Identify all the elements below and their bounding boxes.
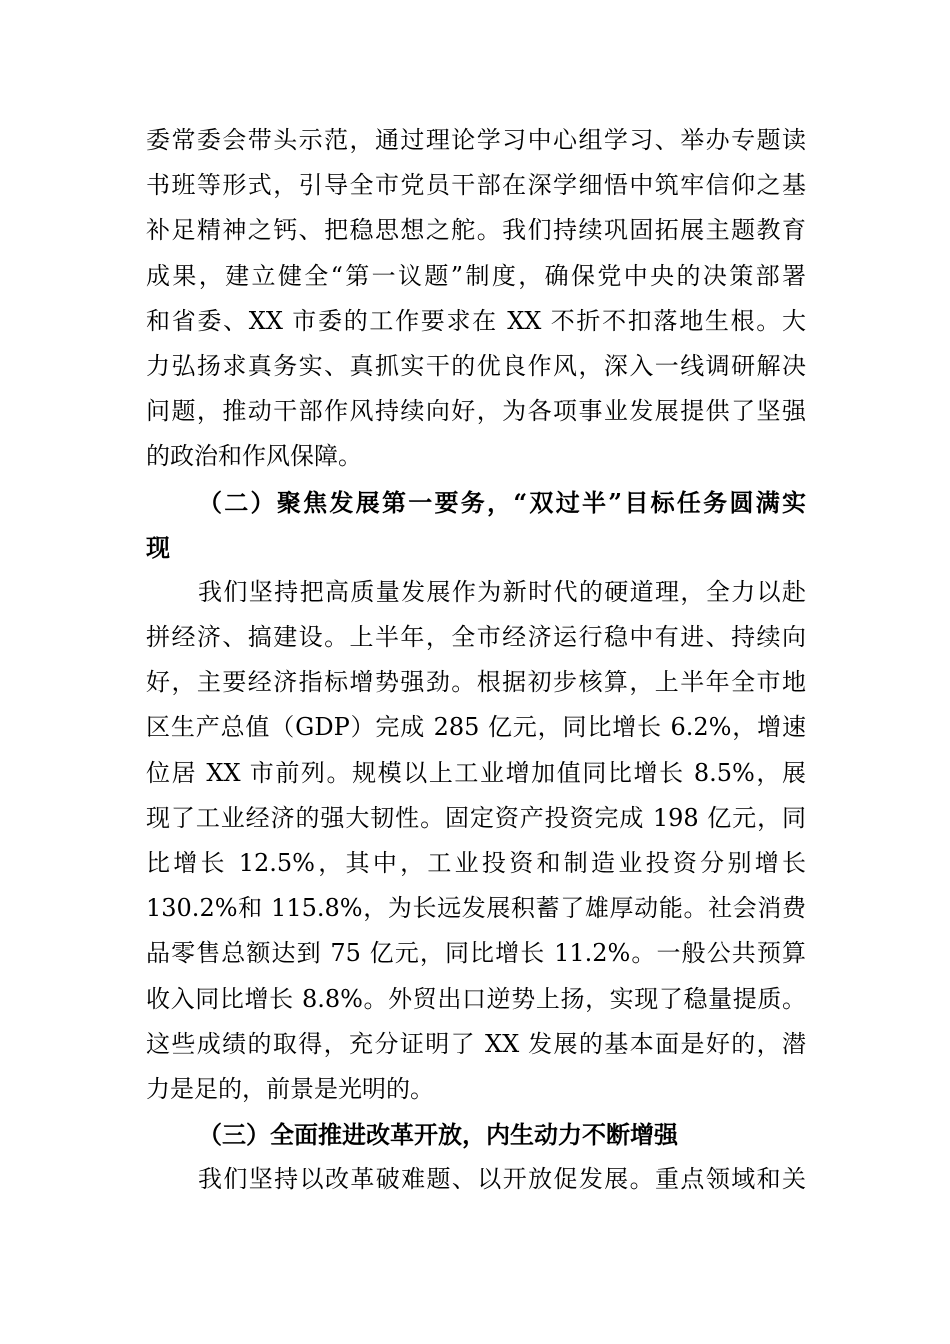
text-line: 书班等形式，引导全市党员干部在深学细悟中筑牢信仰之基 xyxy=(146,171,806,200)
section-heading-2 xyxy=(146,480,806,570)
text-line: 130.2%和 115.8%，为长远发展积蓄了雄厚动能。社会消费 xyxy=(146,894,806,923)
text-line: 收入同比增长 8.8%。外贸出口逆势上扬，实现了稳量提质。 xyxy=(146,984,806,1013)
heading-line: （二）聚焦发展第一要务，“双过半”目标任务圆满实 xyxy=(198,487,806,517)
text-line: 我们坚持把高质量发展作为新时代的硬道理，全力以赴 xyxy=(198,577,806,606)
text-line: 和省委、XX 市委的工作要求在 XX 不折不扣落地生根。大 xyxy=(146,306,806,335)
text-line: 委常委会带头示范，通过理论学习中心组学习、举办专题读 xyxy=(146,126,806,154)
heading-line: （三）全面推进改革开放，内生动力不断增强 xyxy=(198,1120,678,1150)
text-line: 力是足的，前景是光明的。 xyxy=(146,1074,434,1103)
heading-line: 现 xyxy=(146,532,170,562)
text-line: 现了工业经济的强大韧性。固定资产投资完成 198 亿元，同 xyxy=(146,803,806,832)
paragraph-party-building xyxy=(146,118,806,480)
text-line: 力弘扬求真务实、真抓实干的优良作风，深入一线调研解决 xyxy=(146,351,806,380)
text-line: 区生产总值（GDP）完成 285 亿元，同比增长 6.2%，增速 xyxy=(146,713,806,742)
text-line: 我们坚持以改革破难题、以开放促发展。重点领域和关 xyxy=(198,1165,806,1194)
text-line: 位居 XX 市前列。规模以上工业增加值同比增长 8.5%，展 xyxy=(146,758,806,787)
text-line: 好，主要经济指标增势强劲。根据初步核算，上半年全市地 xyxy=(146,668,806,697)
section-heading-3 xyxy=(146,1112,806,1157)
text-line: 比增长 12.5%，其中，工业投资和制造业投资分别增长 xyxy=(146,849,806,877)
document-body xyxy=(146,118,806,1203)
text-line: 这些成绩的取得，充分证明了 XX 发展的基本面是好的，潜 xyxy=(146,1029,806,1058)
text-line: 的政治和作风保障。 xyxy=(146,442,362,471)
text-line: 拼经济、搞建设。上半年，全市经济运行稳中有进、持续向 xyxy=(146,623,806,652)
paragraph-reform-opening xyxy=(146,1157,806,1202)
paragraph-economic-development xyxy=(146,570,806,1112)
text-line: 补足精神之钙、把稳思想之舵。我们持续巩固拓展主题教育 xyxy=(146,216,806,245)
text-line: 品零售总额达到 75 亿元，同比增长 11.2%。一般公共预算 xyxy=(146,939,806,968)
text-line: 问题，推动干部作风持续向好，为各项事业发展提供了坚强 xyxy=(146,397,806,426)
text-line: 成果，建立健全“第一议题”制度，确保党中央的决策部署 xyxy=(146,261,806,290)
